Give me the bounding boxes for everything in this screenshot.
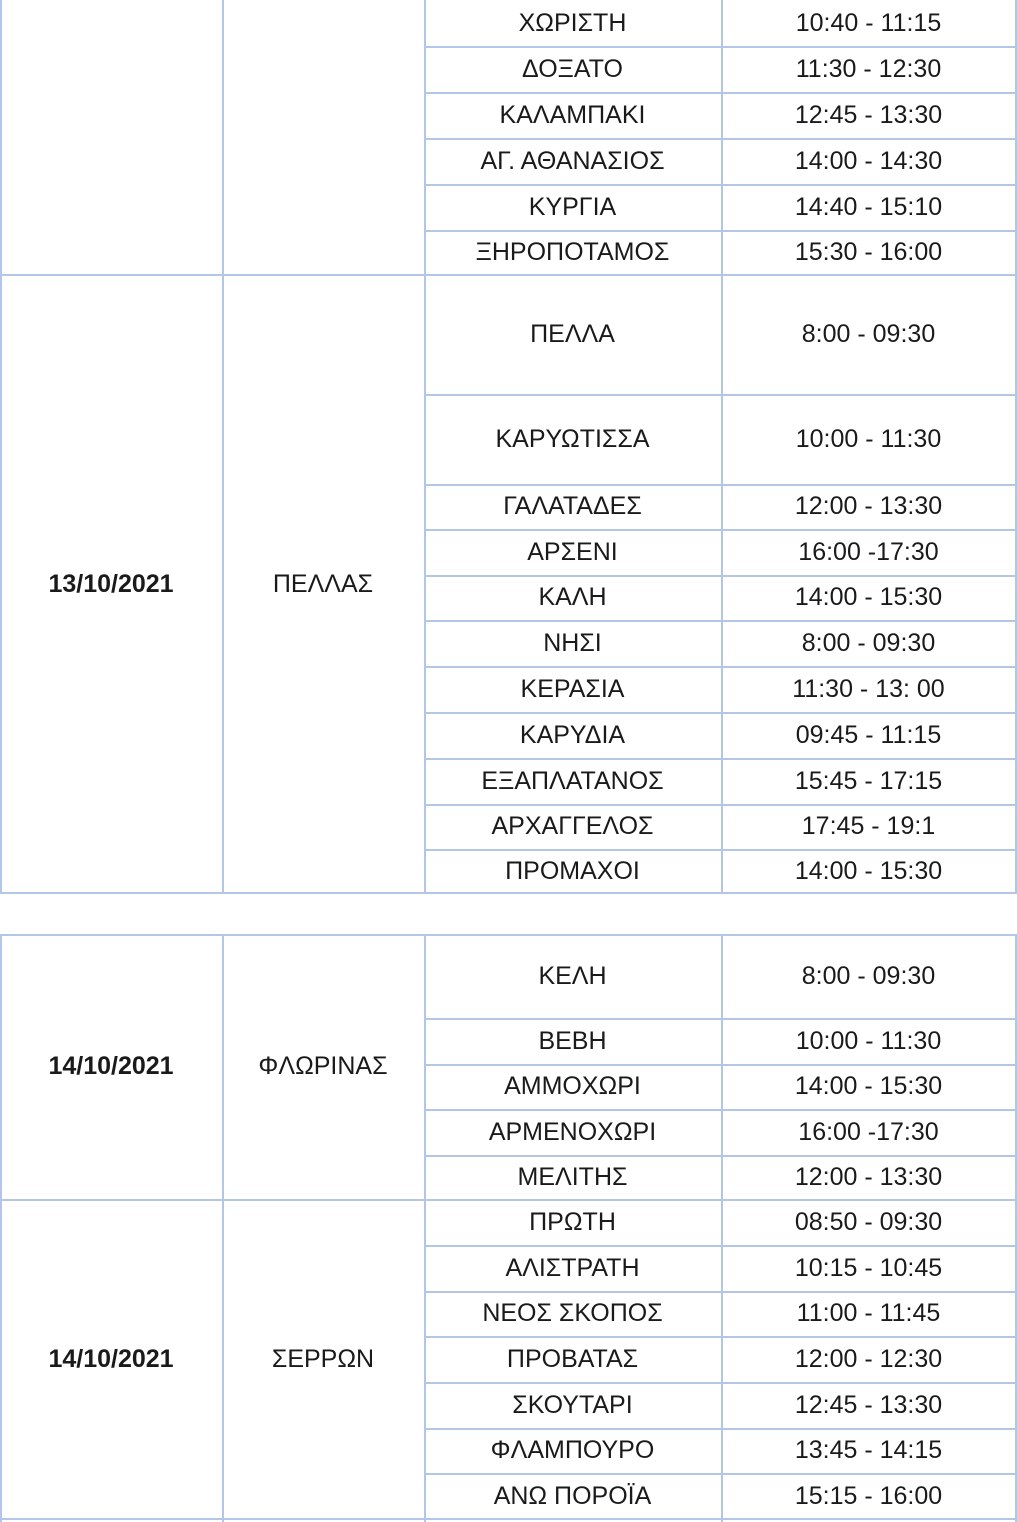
time-cell: 12:45 - 13:30 [794, 1390, 943, 1419]
time-cell: 12:00 - 13:30 [794, 492, 943, 520]
grid-hline [424, 666, 1017, 668]
grid-hline [424, 1473, 1017, 1475]
village-cell: ΦΛΑΜΠΟΥΡΟ [490, 1436, 655, 1464]
village-cell: ΑΝΩ ΠΟΡΟΪΑ [493, 1482, 652, 1510]
time-cell: 12:00 - 13:30 [794, 1162, 943, 1191]
grid-hline [424, 1291, 1017, 1293]
time-cell: 11:30 - 13: 00 [792, 674, 945, 703]
village-cell: ΚΕΡΑΣΙΑ [520, 674, 625, 703]
village-cell: ΧΩΡΙΣΤΗ [518, 8, 627, 37]
grid-hline [424, 394, 1017, 396]
grid-hline [424, 1155, 1017, 1157]
date-cell: 14/10/2021 [48, 1345, 174, 1373]
region-cell: ΣΕΡΡΩΝ [271, 1345, 375, 1373]
time-cell: 8:00 - 09:30 [801, 628, 936, 657]
village-cell: ΚΑΡΥΔΙΑ [519, 720, 626, 749]
grid-hline [0, 1199, 1017, 1201]
grid-hline [424, 1018, 1017, 1020]
time-cell: 08:50 - 09:30 [794, 1207, 943, 1236]
grid-hline [424, 1064, 1017, 1066]
village-cell: ΣΚΟΥΤΑΡΙ [512, 1390, 633, 1419]
village-cell: ΒΕΒΗ [538, 1026, 607, 1055]
village-cell: ΑΡΧΑΓΓΕΛΟΣ [491, 812, 654, 840]
grid-hline [424, 92, 1017, 94]
village-cell: ΔΟΞΑΤΟ [522, 54, 623, 83]
time-cell: 12:00 - 12:30 [794, 1344, 943, 1373]
grid-vline [424, 934, 426, 1522]
time-cell: 15:45 - 17:15 [794, 766, 943, 795]
grid-hline [0, 1518, 1017, 1520]
region-cell: ΠΕΛΛΑΣ [272, 569, 374, 598]
village-cell: ΝΗΣΙ [543, 628, 602, 657]
grid-hline [424, 1109, 1017, 1111]
grid-hline [424, 46, 1017, 48]
time-cell: 15:15 - 16:00 [794, 1482, 943, 1510]
time-cell: 14:00 - 15:30 [794, 857, 943, 885]
time-cell: 10:00 - 11:30 [795, 1026, 942, 1055]
time-cell: 10:00 - 11:30 [795, 424, 942, 453]
region-cell: ΦΛΩΡΙΝΑΣ [258, 1052, 388, 1080]
time-cell: 17:45 - 19:1 [801, 812, 936, 840]
time-cell: 09:45 - 11:15 [795, 720, 942, 749]
grid-hline [424, 184, 1017, 186]
time-cell: 13:45 - 14:15 [794, 1436, 943, 1464]
grid-hline [424, 529, 1017, 531]
grid-hline [0, 934, 1017, 936]
time-cell: 14:00 - 14:30 [794, 146, 943, 175]
village-cell: ΞΗΡΟΠΟΤΑΜΟΣ [475, 237, 670, 266]
village-cell: ΚΕΛΗ [538, 961, 607, 990]
village-cell: ΑΓ. ΑΘΑΝΑΣΙΟΣ [480, 146, 665, 175]
time-cell: 15:30 - 16:00 [794, 237, 943, 266]
grid-hline [0, 892, 1017, 894]
grid-vline [721, 934, 723, 1522]
village-cell: ΚΥΡΓΙΑ [528, 192, 617, 221]
date-cell [0, 0, 222, 274]
grid-hline [424, 1382, 1017, 1384]
grid-hline [424, 758, 1017, 760]
village-cell: ΚΑΡΥΩΤΙΣΣΑ [495, 424, 650, 453]
time-cell: 10:40 - 11:15 [795, 8, 942, 37]
grid-vline [0, 934, 2, 1522]
village-cell: ΑΡΜΕΝΟΧΩΡΙ [488, 1117, 657, 1146]
time-cell: 8:00 - 09:30 [801, 961, 936, 990]
grid-hline [424, 1428, 1017, 1430]
village-cell: ΓΑΛΑΤΑΔΕΣ [503, 492, 642, 520]
grid-hline [424, 620, 1017, 622]
village-cell: ΜΕΛΙΤΗΣ [517, 1162, 628, 1191]
time-cell: 14:40 - 15:10 [794, 192, 943, 221]
time-cell: 14:00 - 15:30 [794, 583, 943, 611]
grid-hline [424, 712, 1017, 714]
village-cell: ΠΡΟΜΑΧΟΙ [505, 857, 640, 885]
time-cell: 12:45 - 13:30 [794, 100, 943, 129]
grid-hline [424, 484, 1017, 486]
time-cell: 11:30 - 12:30 [795, 54, 942, 83]
village-cell: ΚΑΛΗ [538, 583, 607, 611]
time-cell: 14:00 - 15:30 [794, 1072, 943, 1100]
village-cell: ΑΡΣΕΝΙ [527, 537, 618, 566]
schedule-table-2 [0, 934, 1017, 1522]
grid-vline [222, 934, 224, 1522]
time-cell: 8:00 - 09:30 [801, 319, 936, 348]
village-cell: ΠΡΩΤΗ [529, 1207, 616, 1236]
time-cell: 10:15 - 10:45 [794, 1253, 943, 1282]
village-cell: ΚΑΛΑΜΠΑΚΙ [499, 100, 646, 129]
village-cell: ΠΕΛΛΑ [530, 319, 615, 348]
date-cell: 13/10/2021 [48, 569, 174, 598]
village-cell: ΑΛΙΣΤΡΑΤΗ [505, 1253, 640, 1282]
grid-hline [424, 1245, 1017, 1247]
grid-hline [424, 849, 1017, 851]
grid-hline [0, 274, 1017, 276]
time-cell: 11:00 - 11:45 [796, 1299, 941, 1327]
grid-hline [424, 575, 1017, 577]
village-cell: ΕΞΑΠΛΑΤΑΝΟΣ [481, 766, 664, 795]
village-cell: ΝΕΟΣ ΣΚΟΠΟΣ [482, 1299, 663, 1327]
village-cell: ΑΜΜΟΧΩΡΙ [504, 1072, 641, 1100]
time-cell: 16:00 -17:30 [798, 1117, 939, 1146]
grid-hline [424, 138, 1017, 140]
grid-hline [424, 230, 1017, 232]
region-cell [222, 0, 424, 274]
grid-hline [424, 1336, 1017, 1338]
grid-hline [424, 804, 1017, 806]
time-cell: 16:00 -17:30 [798, 537, 939, 566]
village-cell: ΠΡΟΒΑΤΑΣ [506, 1344, 639, 1373]
grid-vline [0, 0, 2, 894]
grid-vline [222, 0, 224, 894]
date-cell: 14/10/2021 [48, 1052, 174, 1080]
